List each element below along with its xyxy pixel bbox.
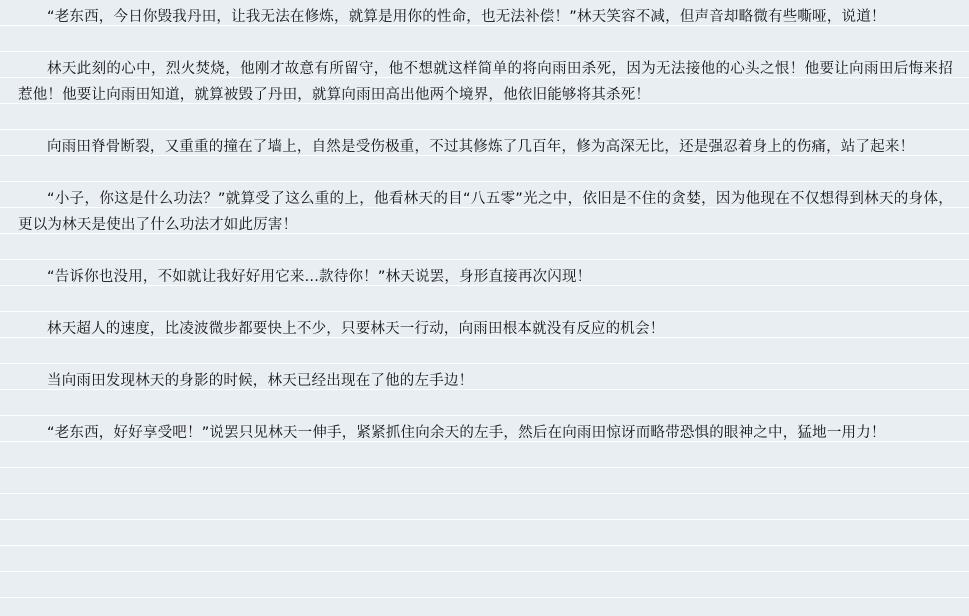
paragraph-spacer (18, 290, 953, 316)
paragraph-spacer (18, 30, 953, 56)
paragraph: 向雨田脊骨断裂，又重重的撞在了墙上，自然是受伤极重，不过其修炼了几百年，修为高深无比，还是强忍着身上的伤痛，站了起来！ (47, 139, 915, 155)
paragraph-spacer (18, 238, 953, 264)
paragraph: “小子，你这是什么功法？”就算受了这么重的上，他看林天的目“八五零”光之中，依旧是不住的贪婪，因为他现在不仅想得到林天的身体，更以为林天是使出了什么功法才如此厉害！ (18, 191, 953, 233)
paragraph: “老东西，今日你毁我丹田，让我无法在修炼，就算是用你的性命，也无法补偿！”林天笑容不减，但声音却略微有些嘶哑，说道！ (47, 9, 886, 25)
paragraph: 林天此刻的心中，烈火焚烧，他刚才故意有所留守，他不想就这样简单的将向雨田杀死，因为无法接他的心头之恨！他要让向雨田后悔来招惹他！他要让向雨田知道，就算被毁了丹田，就算向雨田高出他两个境界，他依旧能够将其杀死！ (18, 61, 953, 103)
paragraph: 当向雨田发现林天的身影的时候，林天已经出现在了他的左手边！ (47, 373, 474, 389)
paragraph: “告诉你也没用，不如就让我好好用它来...款待你！”林天说罢，身形直接再次闪现！ (47, 269, 592, 285)
paragraph-spacer (18, 342, 953, 368)
paragraph-spacer (18, 160, 953, 186)
paragraph: 林天超人的速度，比凌波微步都要快上不少，只要林天一行动，向雨田根本就没有反应的机会！ (47, 321, 665, 337)
paragraph-spacer (18, 108, 953, 134)
paragraph-spacer (18, 394, 953, 420)
paragraph: “老东西，好好享受吧！”说罢只见林天一伸手，紧紧抓住向余天的左手，然后在向雨田惊讶而略带恐惧的眼神之中，猛地一用力！ (47, 425, 886, 441)
